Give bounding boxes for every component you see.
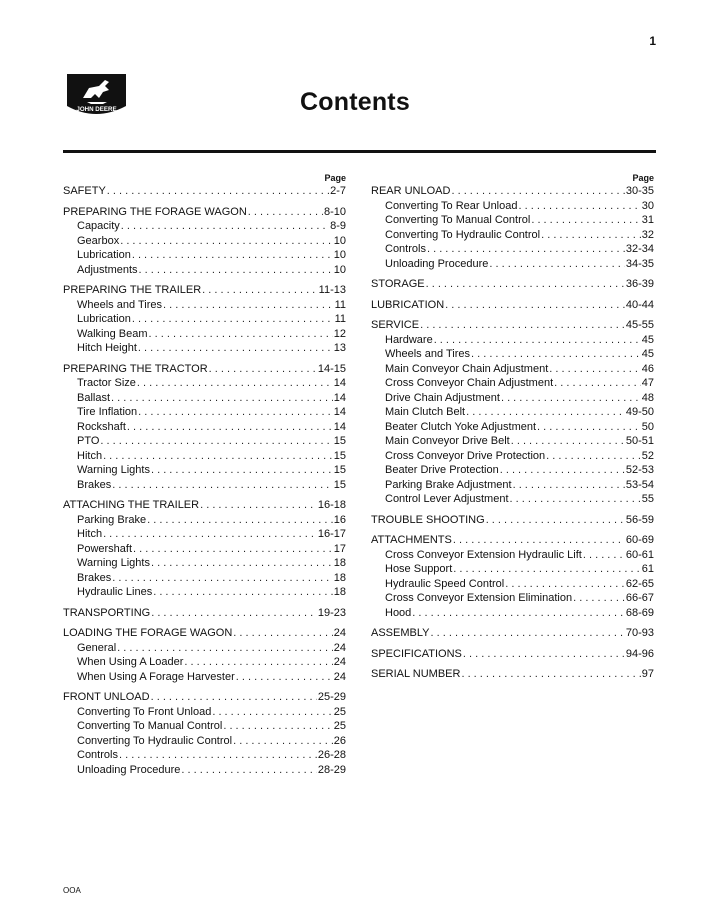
toc-subentry xyxy=(63,434,346,449)
toc-subentry xyxy=(371,591,654,606)
toc-entry-page: 30-35 xyxy=(625,185,654,197)
footer-code: OOA xyxy=(63,886,81,895)
leader-dots xyxy=(184,655,332,670)
toc-entry-label: ATTACHMENTS xyxy=(371,534,452,546)
toc-entry-label: Powershaft xyxy=(77,542,133,555)
toc-subentry xyxy=(371,376,654,391)
logo-text: JOHN DEERE xyxy=(76,106,117,113)
toc-entry-page: 25 xyxy=(333,705,346,718)
toc-entry-page: 24 xyxy=(333,656,346,668)
toc-entry-label: Walking Beam xyxy=(77,327,148,340)
leader-dots xyxy=(112,478,333,493)
toc-subentry xyxy=(371,199,654,214)
toc-subentry xyxy=(63,405,346,420)
toc-entry-page: 25 xyxy=(333,720,346,732)
leader-dots xyxy=(431,626,625,641)
toc-entry-page: 24 xyxy=(333,641,346,654)
leader-dots xyxy=(513,478,625,493)
leader-dots xyxy=(209,362,317,377)
toc-subentry xyxy=(63,234,346,249)
toc-entry-page: 61 xyxy=(641,563,654,575)
toc-subentry xyxy=(371,449,654,464)
toc-subentry xyxy=(63,670,346,685)
toc-entry-page: 28-29 xyxy=(317,763,346,776)
leader-dots xyxy=(573,591,625,606)
toc-entry-label: Main Clutch Belt xyxy=(385,406,466,418)
toc-entry-label: Controls xyxy=(77,749,118,761)
leader-dots xyxy=(426,277,625,292)
toc-entry-label: When Using A Forage Harvester xyxy=(77,670,235,683)
toc-subentry xyxy=(371,405,654,420)
toc-subentry xyxy=(371,420,654,435)
toc-subentry xyxy=(371,492,654,507)
toc-entry-label: Warning Lights xyxy=(77,464,150,476)
leader-dots xyxy=(153,585,333,600)
toc-subentry xyxy=(63,298,346,313)
leader-dots xyxy=(463,647,625,662)
leader-dots xyxy=(138,341,333,356)
toc-subentry xyxy=(63,478,346,493)
toc-entry-label: Converting To Manual Control xyxy=(77,720,223,732)
leader-dots xyxy=(236,670,333,685)
toc-entry-page: 56-59 xyxy=(625,513,654,526)
toc-entry-label: Capacity xyxy=(77,220,120,232)
toc-entry-label: ATTACHING THE TRAILER xyxy=(63,499,200,511)
leader-dots xyxy=(248,205,323,220)
toc-entry-page: 32 xyxy=(641,228,654,241)
leader-dots xyxy=(200,498,317,513)
toc-section-entry xyxy=(371,298,654,313)
toc-left-column xyxy=(63,172,346,777)
toc-subentry xyxy=(371,606,654,621)
toc-section-entry xyxy=(63,283,346,298)
leader-dots xyxy=(138,405,333,420)
toc-entry-page: 60-61 xyxy=(625,548,654,561)
toc-section-entry xyxy=(63,626,346,641)
toc-section-entry xyxy=(63,184,346,199)
toc-entry-label: Tractor Size xyxy=(77,377,136,389)
toc-subentry xyxy=(371,478,654,493)
toc-entry-page: 97 xyxy=(641,668,654,680)
leader-dots xyxy=(489,257,625,272)
leader-dots xyxy=(147,513,333,528)
toc-subentry xyxy=(371,577,654,592)
toc-entry-label: Lubrication xyxy=(77,249,131,261)
toc-subentry xyxy=(63,341,346,356)
toc-entry-label: Hitch Height xyxy=(77,342,137,354)
leader-dots xyxy=(505,577,625,592)
toc-section-entry xyxy=(371,667,654,682)
toc-entry-label: SPECIFICATIONS xyxy=(371,647,462,660)
toc-entry-page: 15 xyxy=(333,435,346,447)
leader-dots xyxy=(112,571,333,586)
toc-entry-label: ASSEMBLY xyxy=(371,627,430,639)
leader-dots xyxy=(501,391,641,406)
leader-dots xyxy=(121,219,329,234)
toc-entry-label: Hydraulic Speed Control xyxy=(385,577,505,590)
toc-entry-page: 15 xyxy=(333,464,346,476)
leader-dots xyxy=(181,763,317,778)
toc-subentry xyxy=(63,719,346,734)
leader-dots xyxy=(151,606,317,621)
leader-dots xyxy=(202,283,318,298)
leader-dots xyxy=(223,719,332,734)
leader-dots xyxy=(149,327,333,342)
toc-subentry xyxy=(371,463,654,478)
toc-subentry xyxy=(371,391,654,406)
toc-entry-page: 45 xyxy=(641,348,654,360)
toc-entry-page: 32-34 xyxy=(625,243,654,255)
toc-entry-label: Controls xyxy=(385,243,426,255)
toc-entry-page: 30 xyxy=(641,199,654,212)
toc-entry-label: Wheels and Tires xyxy=(385,348,470,360)
toc-entry-page: 24 xyxy=(333,670,346,683)
toc-subentry xyxy=(371,347,654,362)
toc-subentry xyxy=(63,513,346,528)
toc-subentry xyxy=(63,248,346,263)
toc-entry-page: 11 xyxy=(334,298,346,311)
toc-subentry xyxy=(63,556,346,571)
toc-entry-page: 31 xyxy=(641,214,654,226)
leader-dots xyxy=(541,228,641,243)
toc-entry-label: REAR UNLOAD xyxy=(371,185,451,197)
toc-entry-page: 16-17 xyxy=(317,528,346,540)
toc-right-column xyxy=(371,172,654,682)
toc-entry-page: 14 xyxy=(333,420,346,433)
john-deere-logo xyxy=(65,70,128,122)
toc-entry-label: Parking Brake Adjustment xyxy=(385,478,512,491)
toc-entry-label: Hardware xyxy=(385,333,433,346)
toc-section-entry xyxy=(63,362,346,377)
toc-section-entry xyxy=(371,318,654,333)
leader-dots xyxy=(500,463,625,478)
toc-entry-page: 68-69 xyxy=(625,606,654,619)
toc-entry-label: Brakes xyxy=(77,571,112,584)
toc-entry-label: LUBRICATION xyxy=(371,298,445,311)
leader-dots xyxy=(100,434,332,449)
leader-dots xyxy=(151,690,317,705)
toc-section-entry xyxy=(371,647,654,662)
toc-entry-page: 53-54 xyxy=(625,478,654,491)
toc-entry-label: Main Conveyor Chain Adjustment xyxy=(385,362,549,375)
leader-dots xyxy=(554,376,641,391)
toc-entry-label: Unloading Procedure xyxy=(385,257,489,270)
toc-entry-page: 52-53 xyxy=(625,464,654,476)
toc-subentry xyxy=(371,213,654,228)
leader-dots xyxy=(139,263,333,278)
toc-entry-page: 14 xyxy=(333,377,346,389)
toc-subentry xyxy=(371,434,654,449)
toc-entry-page: 18 xyxy=(333,557,346,569)
toc-entry-page: 50-51 xyxy=(625,435,654,447)
toc-section-entry xyxy=(63,690,346,705)
toc-entry-label: Hose Support xyxy=(385,563,453,575)
toc-entry-label: FRONT UNLOAD xyxy=(63,691,150,703)
toc-entry-label: Beater Clutch Yoke Adjustment xyxy=(385,420,537,433)
toc-subentry xyxy=(63,655,346,670)
toc-subentry xyxy=(63,571,346,586)
toc-subentry xyxy=(63,542,346,557)
leader-dots xyxy=(119,748,317,763)
toc-list-right xyxy=(371,184,654,682)
leader-dots xyxy=(531,213,640,228)
leader-dots xyxy=(133,542,333,557)
toc-entry-page: 18 xyxy=(333,586,346,598)
toc-entry-label: SERIAL NUMBER xyxy=(371,668,461,680)
page-number: 1 xyxy=(649,34,656,48)
toc-entry-label: Beater Drive Protection xyxy=(385,464,499,476)
leader-dots xyxy=(453,533,625,548)
toc-entry-label: Converting To Manual Control xyxy=(385,214,531,226)
leader-dots xyxy=(151,556,333,571)
toc-entry-page: 14-15 xyxy=(317,362,346,375)
toc-entry-page: 10 xyxy=(333,263,346,276)
toc-subentry xyxy=(371,333,654,348)
toc-entry-page: 46 xyxy=(641,362,654,375)
toc-entry-page: 19-23 xyxy=(317,606,346,619)
toc-entry-label: Control Lever Adjustment xyxy=(385,493,509,505)
leader-dots xyxy=(127,420,333,435)
toc-entry-page: 10 xyxy=(333,249,346,261)
leader-dots xyxy=(583,548,625,563)
toc-list-left xyxy=(63,184,346,777)
leader-dots xyxy=(451,184,624,199)
toc-entry-label: Unloading Procedure xyxy=(77,763,181,776)
toc-section-entry xyxy=(63,606,346,621)
toc-section-entry xyxy=(371,626,654,641)
toc-entry-label: Hydraulic Lines xyxy=(77,586,153,598)
toc-entry-page: 70-93 xyxy=(625,627,654,639)
toc-subentry xyxy=(63,219,346,234)
toc-entry-page: 45-55 xyxy=(625,319,654,331)
leader-dots xyxy=(212,705,332,720)
toc-section-entry xyxy=(371,513,654,528)
toc-entry-page: 2-7 xyxy=(330,185,346,197)
toc-entry-label: Converting To Front Unload xyxy=(77,705,212,718)
leader-dots xyxy=(151,463,333,478)
toc-entry-page: 26-28 xyxy=(317,749,346,761)
toc-entry-label: PREPARING THE TRACTOR xyxy=(63,362,208,375)
toc-entry-page: 11-13 xyxy=(318,284,346,296)
toc-entry-page: 60-69 xyxy=(625,534,654,546)
toc-entry-label: Hitch xyxy=(77,528,103,540)
toc-entry-label: Wheels and Tires xyxy=(77,298,162,311)
toc-entry-label: Hitch xyxy=(77,449,103,462)
toc-entry-page: 12 xyxy=(333,327,346,340)
toc-subentry xyxy=(63,420,346,435)
toc-entry-label: PREPARING THE FORAGE WAGON xyxy=(63,205,247,218)
toc-subentry xyxy=(63,263,346,278)
toc-entry-label: SAFETY xyxy=(63,185,106,197)
leader-dots xyxy=(111,391,333,406)
page-column-header: Page xyxy=(632,173,654,183)
page-title: Contents xyxy=(300,88,410,116)
toc-entry-page: 15 xyxy=(333,478,346,491)
leader-dots xyxy=(453,562,640,577)
leader-dots xyxy=(132,312,334,327)
toc-entry-label: TROUBLE SHOOTING xyxy=(371,513,485,526)
toc-subentry xyxy=(63,312,346,327)
toc-entry-label: STORAGE xyxy=(371,278,425,290)
leader-dots xyxy=(518,199,640,214)
leader-dots xyxy=(233,734,333,749)
toc-entry-page: 48 xyxy=(641,391,654,404)
toc-entry-page: 14 xyxy=(333,391,346,404)
leader-dots xyxy=(486,513,625,528)
toc-entry-label: Gearbox xyxy=(77,234,120,247)
toc-entry-page: 10 xyxy=(333,234,346,247)
toc-entry-label: Brakes xyxy=(77,478,112,491)
toc-entry-label: Main Conveyor Drive Belt xyxy=(385,435,510,447)
toc-entry-label: PREPARING THE TRAILER xyxy=(63,284,202,296)
leader-dots xyxy=(549,362,641,377)
toc-entry-page: 94-96 xyxy=(625,647,654,660)
toc-entry-page: 13 xyxy=(333,342,346,354)
toc-subentry xyxy=(371,362,654,377)
toc-entry-label: Cross Conveyor Chain Adjustment xyxy=(385,377,554,389)
leader-dots xyxy=(132,248,333,263)
toc-entry-label: LOADING THE FORAGE WAGON xyxy=(63,627,233,639)
toc-entry-page: 45 xyxy=(641,333,654,346)
toc-subentry xyxy=(371,257,654,272)
toc-entry-page: 47 xyxy=(641,377,654,389)
leader-dots xyxy=(412,606,625,621)
toc-entry-label: Cross Conveyor Extension Hydraulic Lift xyxy=(385,548,582,561)
toc-entry-page: 62-65 xyxy=(625,577,654,590)
toc-section-entry xyxy=(371,277,654,292)
leader-dots xyxy=(510,492,641,507)
toc-entry-label: Adjustments xyxy=(77,263,138,276)
leader-dots xyxy=(427,242,625,257)
toc-entry-page: 36-39 xyxy=(625,278,654,290)
toc-entry-page: 14 xyxy=(333,406,346,418)
toc-entry-page: 49-50 xyxy=(625,406,654,418)
toc-entry-label: Cross Conveyor Extension Elimination xyxy=(385,592,573,604)
toc-entry-page: 16-18 xyxy=(317,499,346,511)
leader-dots xyxy=(445,298,625,313)
toc-entry-label: Cross Conveyor Drive Protection xyxy=(385,449,546,462)
toc-subentry xyxy=(63,376,346,391)
toc-entry-label: General xyxy=(77,641,117,654)
leader-dots xyxy=(537,420,641,435)
toc-entry-label: TRANSPORTING xyxy=(63,606,151,619)
toc-entry-label: Warning Lights xyxy=(77,557,150,569)
toc-subentry xyxy=(371,242,654,257)
toc-entry-label: Parking Brake xyxy=(77,513,147,526)
toc-subentry xyxy=(63,391,346,406)
leader-dots xyxy=(420,318,625,333)
toc-subentry xyxy=(63,527,346,542)
toc-entry-page: 34-35 xyxy=(625,257,654,270)
leader-dots xyxy=(120,234,333,249)
leader-dots xyxy=(137,376,333,391)
toc-section-entry xyxy=(371,184,654,199)
leader-dots xyxy=(466,405,625,420)
toc-subentry xyxy=(371,548,654,563)
toc-entry-page: 40-44 xyxy=(625,298,654,311)
leader-dots xyxy=(233,626,332,641)
leader-dots xyxy=(471,347,641,362)
toc-subentry xyxy=(63,463,346,478)
leader-dots xyxy=(461,667,640,682)
toc-entry-page: 8-9 xyxy=(330,220,346,232)
toc-subentry xyxy=(371,562,654,577)
toc-subentry xyxy=(63,734,346,749)
toc-entry-page: 16 xyxy=(333,513,346,526)
toc-entry-page: 15 xyxy=(333,449,346,462)
leader-dots xyxy=(546,449,641,464)
toc-entry-page: 26 xyxy=(333,734,346,747)
toc-entry-page: 50 xyxy=(641,420,654,433)
toc-entry-label: Hood xyxy=(385,606,412,619)
page-column-header: Page xyxy=(324,173,346,183)
toc-subentry xyxy=(63,641,346,656)
toc-entry-label: Rockshaft xyxy=(77,420,126,433)
leader-dots xyxy=(107,184,329,199)
toc-entry-label: Converting To Rear Unload xyxy=(385,199,518,212)
toc-subentry xyxy=(63,449,346,464)
toc-entry-label: When Using A Loader xyxy=(77,656,184,668)
title-divider xyxy=(63,150,656,153)
toc-entry-page: 11 xyxy=(334,313,346,325)
toc-entry-page: 66-67 xyxy=(625,592,654,604)
toc-entry-page: 55 xyxy=(641,493,654,505)
toc-subentry xyxy=(63,327,346,342)
toc-section-entry xyxy=(63,498,346,513)
leader-dots xyxy=(117,641,333,656)
toc-entry-page: 17 xyxy=(333,542,346,555)
toc-entry-label: Lubrication xyxy=(77,313,131,325)
toc-entry-label: Converting To Hydraulic Control xyxy=(385,228,541,241)
toc-entry-label: Drive Chain Adjustment xyxy=(385,391,500,404)
toc-subentry xyxy=(63,705,346,720)
toc-entry-page: 8-10 xyxy=(323,205,346,218)
toc-entry-label: Tire Inflation xyxy=(77,406,138,418)
leader-dots xyxy=(163,298,334,313)
leader-dots xyxy=(434,333,641,348)
toc-entry-page: 25-29 xyxy=(317,691,346,703)
toc-subentry xyxy=(63,748,346,763)
toc-subentry xyxy=(63,585,346,600)
leader-dots xyxy=(103,449,333,464)
toc-subentry xyxy=(63,763,346,778)
leader-dots xyxy=(103,527,317,542)
leader-dots xyxy=(511,434,625,449)
toc-entry-label: PTO xyxy=(77,435,100,447)
toc-entry-label: Converting To Hydraulic Control xyxy=(77,734,233,747)
toc-entry-page: 52 xyxy=(641,449,654,462)
toc-section-entry xyxy=(371,533,654,548)
toc-entry-label: SERVICE xyxy=(371,319,420,331)
toc-entry-page: 24 xyxy=(333,627,346,639)
toc-entry-page: 18 xyxy=(333,571,346,584)
toc-section-entry xyxy=(63,205,346,220)
toc-subentry xyxy=(371,228,654,243)
toc-entry-label: Ballast xyxy=(77,391,111,404)
